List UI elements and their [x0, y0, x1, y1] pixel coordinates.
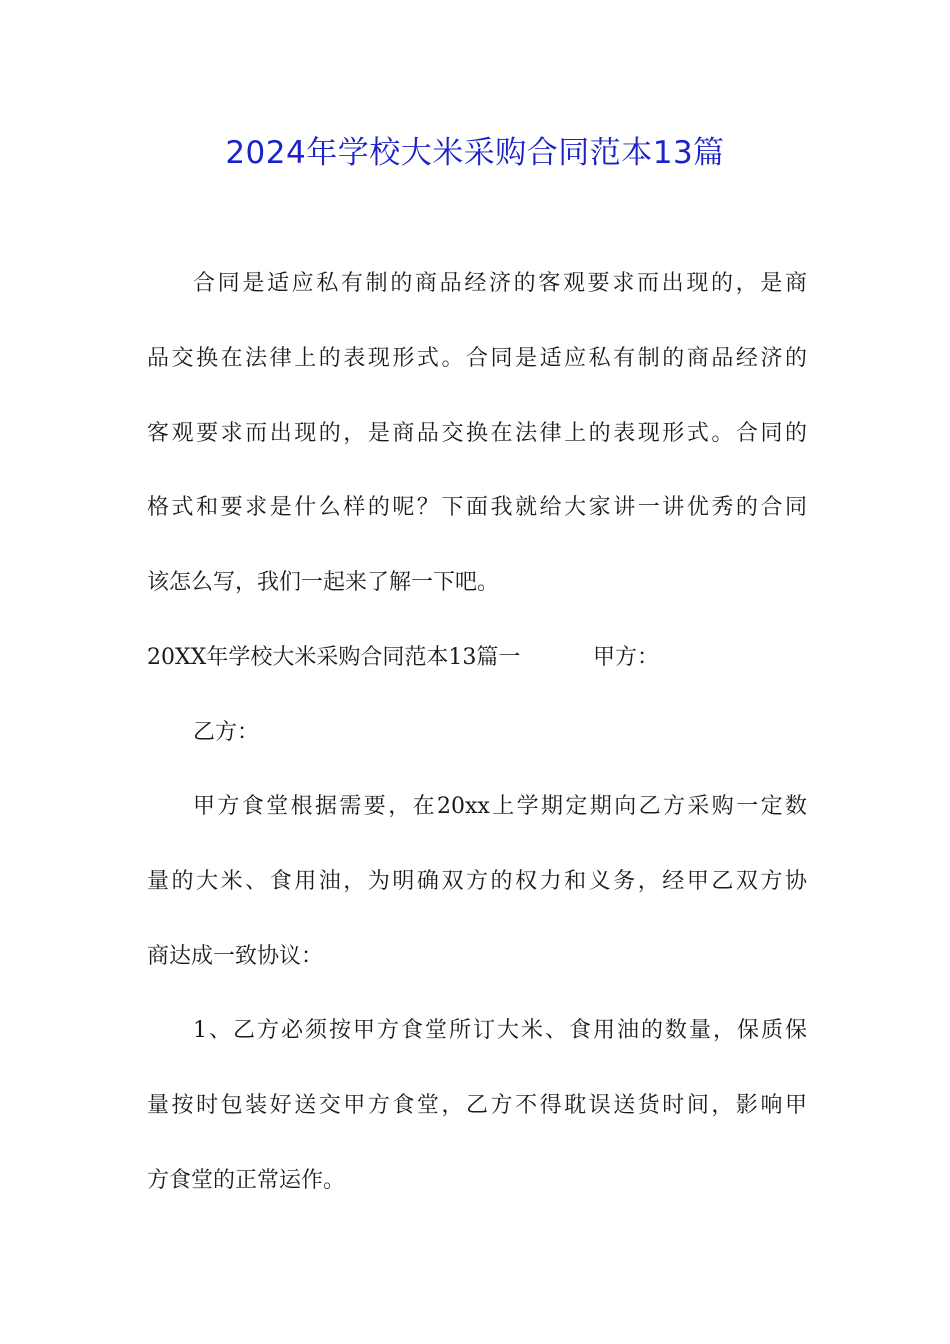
section-heading-row: [147, 638, 807, 678]
intro-line-3: 客观要求而出现的，是商品交换在法律上的表现形式。合同的: [147, 421, 807, 446]
section-heading: 20XX年学校大米采购合同范本13篇一: [147, 645, 521, 670]
document-title: 2024年学校大米采购合同范本13篇: [225, 135, 725, 171]
purpose-line-3: 商达成一致协议：: [147, 944, 324, 969]
purpose-line-2: 量的大米、食用油，为明确双方的权力和义务，经甲乙双方协: [147, 869, 807, 894]
intro-line-4: 格式和要求是什么样的呢？下面我就给大家讲一讲优秀的合同: [147, 495, 807, 520]
party-b-label: 乙方：: [193, 720, 260, 745]
clause1-line-1: 1、乙方必须按甲方食堂所订大米、食用油的数量，保质保: [193, 1018, 807, 1043]
intro-line-2: 品交换在法律上的表现形式。合同是适应私有制的商品经济的: [147, 346, 807, 371]
intro-line-5: 该怎么写，我们一起来了解一下吧。: [147, 570, 500, 595]
intro-line-1: 合同是适应私有制的商品经济的客观要求而出现的，是商: [193, 271, 807, 296]
purpose-line-1: 甲方食堂根据需要，在20xx上学期定期向乙方采购一定数: [193, 794, 807, 819]
clause1-line-2: 量按时包装好送交甲方食堂，乙方不得耽误送货时间，影响甲: [147, 1093, 807, 1118]
clause1-line-3: 方食堂的正常运作。: [147, 1168, 346, 1193]
party-a-label: 甲方：: [593, 645, 660, 670]
